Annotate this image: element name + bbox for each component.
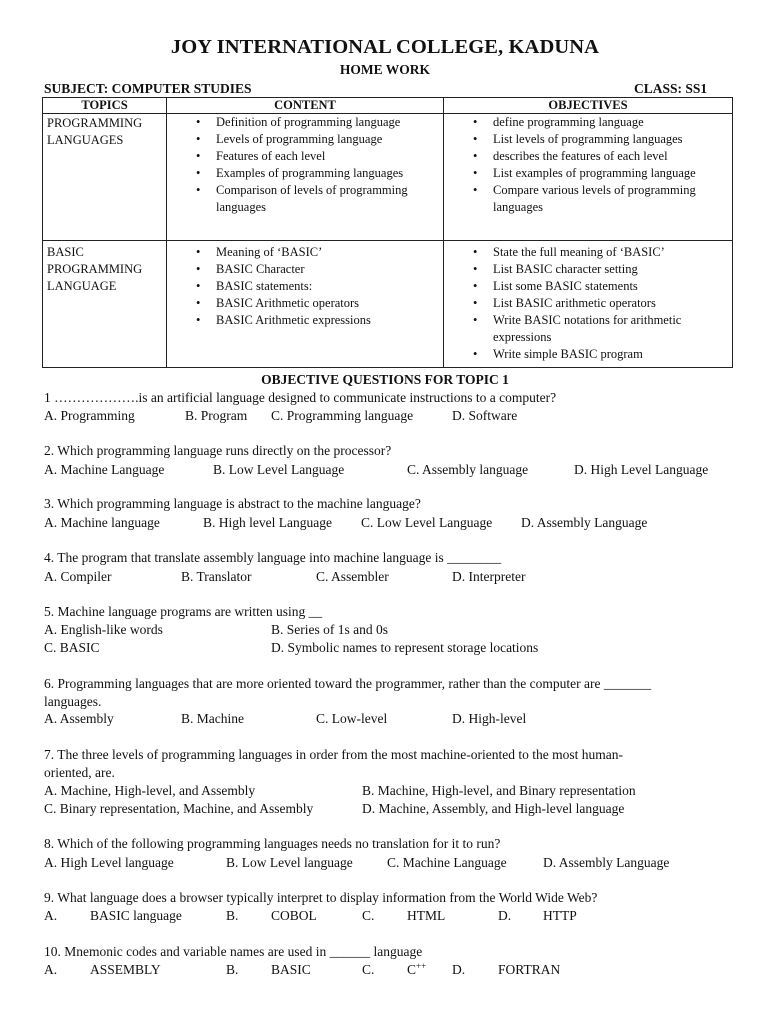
topic-cell [43,114,167,241]
list-item: • describes the features of each level [493,148,728,165]
option-d: FORTRAN [498,962,561,977]
option-b-letter: B. [226,908,239,923]
question-text: 10. Mnemonic codes and variable names are used in ______ language [44,944,423,959]
header-objectives: OBJECTIVES [444,98,733,114]
option-d: D. High Level Language [574,462,709,477]
header-topics: TOPICS [43,98,167,114]
option-c-base: C [407,962,417,977]
option-c [407,962,426,978]
list-item: • List examples of programming language [493,165,728,182]
option-c: C. Assembler [316,569,389,584]
question-text: 9. What language does a browser typically interpret to display information from the World Wide Web? [44,890,598,905]
option-a: A. High Level language [44,855,174,870]
option-d: D. Machine, Assembly, and High-level language [362,801,625,816]
topic-line: LANGUAGE [47,279,117,293]
questions-heading: OBJECTIVE QUESTIONS FOR TOPIC 1 [261,372,509,387]
topic-cell [43,241,167,368]
option-d-letter: D. [452,962,466,977]
option-d: D. Assembly Language [543,855,670,870]
list-item: • List levels of programming languages [493,131,728,148]
option-c: C. Machine Language [387,855,507,870]
subject-label: SUBJECT: COMPUTER STUDIES [44,81,252,96]
option-b: B. Translator [181,569,252,584]
header-content: CONTENT [167,98,444,114]
page-subtitle: HOME WORK [339,62,431,77]
topics-table [42,97,733,368]
option-c-superscript: ++ [416,961,427,971]
topic-line: PROGRAMMING [47,116,143,130]
page-title: JOY INTERNATIONAL COLLEGE, KADUNA [170,36,600,58]
option-a: A. Machine Language [44,462,165,477]
option-b: COBOL [271,908,317,923]
option-a-letter: A. [44,962,58,977]
list-item: • define programming language [493,114,728,131]
class-label: CLASS: SS1 [634,81,708,96]
option-b-letter: B. [226,962,239,977]
list-item: • List some BASIC statements [493,278,728,295]
topic-line: LANGUAGES [47,133,124,147]
question-text: 1 ……………….is an artificial language designed to communicate instructions to a computer? [44,390,557,405]
list-item: • Definition of programming language [216,114,439,131]
topic-line: PROGRAMMING [47,262,143,276]
option-d: D. Assembly Language [521,515,648,530]
option-c: C. Low Level Language [361,515,493,530]
option-a: A. Assembly [44,711,114,726]
question-text: 6. Programming languages that are more oriented toward the programmer, rather than the computer are _______ [44,676,652,691]
list-item: • State the full meaning of ‘BASIC’ [493,244,728,261]
list-item: • Comparison of levels of programming languages [216,182,439,216]
list-item: • BASIC Character [216,261,439,278]
option-b: BASIC [271,962,311,977]
option-a: BASIC language [90,908,182,923]
list-item: • List BASIC arithmetic operators [493,295,728,312]
content-cell [167,241,444,368]
question-text: 3. Which programming language is abstract to the machine language? [44,496,421,511]
question-text: 5. Machine language programs are written using __ [44,604,323,619]
option-c: HTML [407,908,446,923]
list-item: • Features of each level [216,148,439,165]
list-item: • List BASIC character setting [493,261,728,278]
list-item: • Levels of programming language [216,131,439,148]
list-item: • BASIC statements: [216,278,439,295]
option-c: C. Binary representation, Machine, and Assembly [44,801,314,816]
option-d-letter: D. [498,908,512,923]
option-b: B. High level Language [203,515,332,530]
option-b: B. Series of 1s and 0s [271,622,388,637]
option-a: ASSEMBLY [90,962,161,977]
option-d: HTTP [543,908,577,923]
table-row [43,114,733,241]
option-c: C. Low-level [316,711,388,726]
option-a: A. English-like words [44,622,163,637]
question-text: 8. Which of the following programming languages needs no translation for it to run? [44,836,501,851]
option-c: C. Programming language [271,408,414,423]
option-d: D. High-level [452,711,527,726]
question-text: oriented, are. [44,765,115,780]
option-b: B. Machine [181,711,244,726]
list-item: • Write simple BASIC program [493,346,728,363]
question-text: 4. The program that translate assembly language into machine language is ________ [44,550,502,565]
objectives-cell [444,114,733,241]
option-a-letter: A. [44,908,58,923]
list-item: • BASIC Arithmetic expressions [216,312,439,329]
objectives-cell [444,241,733,368]
option-b: B. Program [185,408,248,423]
option-a: A. Machine language [44,515,160,530]
option-c-letter: C. [362,908,375,923]
list-item: • BASIC Arithmetic operators [216,295,439,312]
list-item: • Compare various levels of programming languages [493,182,728,216]
list-item: • Meaning of ‘BASIC’ [216,244,439,261]
option-a: A. Machine, High-level, and Assembly [44,783,256,798]
topic-line: BASIC [47,245,84,259]
option-c-letter: C. [362,962,375,977]
question-text: 2. Which programming language runs directly on the processor? [44,443,392,458]
option-d: D. Interpreter [452,569,526,584]
option-a: A. Programming [44,408,135,423]
option-c: C. Assembly language [407,462,529,477]
content-cell [167,114,444,241]
option-d: D. Software [452,408,518,423]
question-text: 7. The three levels of programming languages in order from the most machine-oriented to the most human- [44,747,623,762]
option-b: B. Low Level language [226,855,353,870]
option-a: A. Compiler [44,569,112,584]
option-d: D. Symbolic names to represent storage locations [271,640,539,655]
list-item: • Write BASIC notations for arithmetic expressions [493,312,728,346]
question-text: languages. [44,694,102,709]
option-b: B. Low Level Language [213,462,345,477]
list-item: • Examples of programming languages [216,165,439,182]
table-header-row [43,98,733,114]
table-row [43,241,733,368]
option-b: B. Machine, High-level, and Binary representation [362,783,636,798]
option-c: C. BASIC [44,640,100,655]
